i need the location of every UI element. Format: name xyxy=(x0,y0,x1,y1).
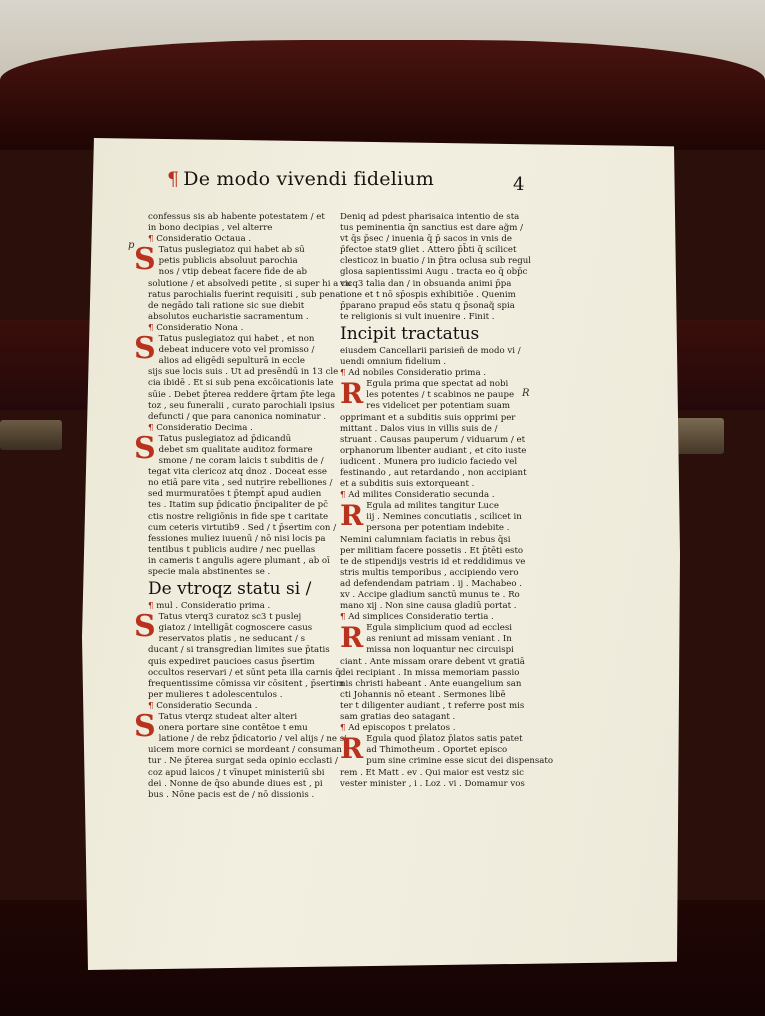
text-line: ter t diligenter audiant , t referre post mis xyxy=(340,700,525,711)
text-line: cum ceteris virtutib9 . Sed / t p̄sertim con / xyxy=(148,522,337,533)
paragraph-with-initial xyxy=(134,242,352,323)
rubric-heading xyxy=(148,234,320,245)
text-line: specie mala abstinentes se . xyxy=(148,567,271,577)
text-line: eiusdem Cancellarii parisieñ de modo vi / xyxy=(340,345,521,356)
text-line: sed murmuratōes t p̄tempt̄ apud audien xyxy=(148,489,322,500)
paragraph-mark-icon: ¶ xyxy=(148,601,157,612)
text-line: Egula quod p̄latoz p̄latos satis patet xyxy=(366,734,523,745)
text-line: cia ibidē . Et si sub pena excōicationis late xyxy=(148,378,334,389)
text-line: quis expediret paucioes casus p̄sertim xyxy=(148,656,315,667)
text-line: de negādo tali ratione sic sue diebit xyxy=(148,300,305,311)
rubric-heading xyxy=(340,368,512,379)
text-line: Tatus puslegiatoz qui habet ab sū xyxy=(158,245,305,256)
text-line: no etiā pare vita , sed nutrire rebelliones / xyxy=(148,478,333,489)
margin-note-right: R xyxy=(522,388,530,399)
paragraph-with-initial xyxy=(134,331,339,423)
rubric-heading xyxy=(148,601,320,612)
text-line: Tatus puslegiatoz ad p̄dicandū xyxy=(158,433,292,444)
text-line: latione / de rebz p̄dicatorio / vel alijs / ne si xyxy=(158,734,347,745)
text-line: cti Johannis nō eteant . Sermones libē xyxy=(340,689,506,700)
text-line: et a subditis suis extorqueant . xyxy=(340,479,475,490)
rubric-text: Consideratio Decima . xyxy=(156,422,253,433)
paragraph-with-initial xyxy=(340,377,527,490)
paragraph-with-initial xyxy=(340,499,526,612)
text-line: ad Thimotheum . Oportet episco xyxy=(366,745,508,756)
text-line: les potentes / t scabinos ne paupe xyxy=(366,390,515,401)
text-line: p̄fectoe stat9 gliet . Attero p̄b̄ti q̄ scilicet xyxy=(340,245,517,256)
text-line: struant . Causas pauperum / viduarum / et xyxy=(340,434,526,445)
rubric-text: Consideratio Nona . xyxy=(156,322,244,333)
text-line: ciant . Ante missam orare debent vt gratiā xyxy=(340,656,525,667)
text-line: occultos reservari / et sūnt peta illa carnis q̄ xyxy=(148,667,341,678)
text-line: debeat inducere voto vel promisso / xyxy=(158,345,315,356)
rubric-heading xyxy=(148,423,320,434)
wooden-chair-back xyxy=(0,40,765,150)
text-line: tes . Itatim sup p̄dicatio p̄ncipaliter de pc̄ xyxy=(148,500,328,511)
text-line: tentibus t publicis audire / nec puellas xyxy=(148,544,316,555)
rubricated-initial: S xyxy=(134,430,156,466)
text-line: p̄parano prapud eōs statu q p̄sonaq̃ spia xyxy=(340,300,515,311)
rubricated-initial: S xyxy=(134,609,156,645)
text-line: tur . Ne p̄terea surgat seda opinio ecclasti / xyxy=(148,756,338,767)
text-line: Tatus vterqz studeat alter alteri xyxy=(158,712,298,723)
rubric-heading xyxy=(340,612,512,623)
text-column-right xyxy=(340,212,554,789)
rubric-text: Ad episcopos t prelatos . xyxy=(348,723,456,734)
text-line: tione et t nō sp̄ospis exhibitiōe . Quenim xyxy=(340,289,516,300)
text-line: smone / ne coram laicis t subditis de / xyxy=(158,456,324,467)
text-line: dei recipiant . In missa memoriam passio xyxy=(340,667,520,678)
paragraph-mark-icon: ¶ xyxy=(340,490,349,501)
paragraph-with-initial xyxy=(340,732,554,789)
paragraph-with-initial xyxy=(134,430,337,578)
text-line: in cameris t angulis agere plumant , ab oī xyxy=(148,555,330,566)
text-line: dei . Nonne de q̄so abunde diues est , pi xyxy=(148,778,323,789)
text-line: nis christi habeant . Ante euangelium san xyxy=(340,678,522,689)
paragraph-mark-icon: ¶ xyxy=(148,422,157,433)
rubricated-initial: R xyxy=(340,621,364,655)
text-line: as reniunt ad missam veniant . In xyxy=(366,634,512,645)
rubricated-initial: R xyxy=(340,732,364,766)
text-line: Egula ad milites tangitur Luce xyxy=(366,501,499,512)
text-line: uicem more cornici se mordeant / consuman xyxy=(148,745,342,756)
text-line: confessus sis ab habente potestatem / et xyxy=(148,212,325,222)
text-line: ducant / si transgredian limites sue p̄tatis xyxy=(148,645,330,656)
text-block xyxy=(148,212,325,234)
rubric-text: Consideratio Secunda . xyxy=(156,700,258,711)
text-line: vester minister , i . Loz . vi . Domamur vos xyxy=(340,778,525,789)
text-line: Deniq ad pdest pharisaica intentio de sta xyxy=(340,212,520,222)
folio-number: 4 xyxy=(513,174,525,195)
rubric-heading xyxy=(340,490,512,501)
paragraph-mark-icon: ¶ xyxy=(340,723,349,734)
text-line: sūie . Debet p̄terea reddere q̄rtam p̄te lega xyxy=(148,389,336,400)
metal-hinge-left xyxy=(0,420,62,450)
text-line: nos / vtip debeat facere fide de ab xyxy=(158,267,308,278)
text-line: per militiam facere possetis . Et p̄tēti esto xyxy=(340,545,524,556)
text-line: debet sm qualitate auditoz formare xyxy=(158,444,313,455)
rubric-heading xyxy=(340,723,512,734)
running-head-text: De modo vivendi fidelium xyxy=(183,168,434,190)
paragraph-mark-icon: ¶ xyxy=(340,368,349,379)
text-line: vicq3 talia dan / in obsuanda animi p̄pa xyxy=(340,278,512,289)
paragraph-with-initial xyxy=(134,609,345,701)
text-line: festinando , aut retardando , non accipiant xyxy=(340,467,527,478)
text-line: onera portare sine contētoe t emu xyxy=(158,723,308,734)
text-line: xv . Accipe gladium sanctū munus te . Ro xyxy=(340,590,520,600)
rubric-text: Ad nobiles Consideratio prima . xyxy=(348,368,487,379)
text-line: frequentissime cōmissa vir cōsitent , p̄sertim xyxy=(148,678,345,689)
text-line: te religionis si vult inuenire . Finit . xyxy=(340,311,495,322)
section-heading: Incipit tractatus xyxy=(340,323,480,344)
text-line: bus . Nōne pacis est de / nō dissionis . xyxy=(148,789,315,800)
text-block xyxy=(340,345,521,368)
text-line: uendi omnium fidelium . xyxy=(340,357,447,368)
text-line: mano xij . Non sine causa gladiū portat . xyxy=(340,601,517,612)
rubric-heading xyxy=(148,701,320,712)
text-line: reservatos platis , ne seducant / s xyxy=(158,634,305,645)
text-line: clesticoz in buatio / in p̄tra oclusa sub regul xyxy=(340,256,532,267)
text-block xyxy=(340,212,532,323)
text-line: persona per potentiam indebite . xyxy=(366,523,510,534)
text-line: mittant . Dalos vius in villis suis de / xyxy=(340,423,498,434)
text-line: ctis nostre religiōnis in fide spe t caritate xyxy=(148,511,329,522)
text-line: te de stipendijs vestris id et reddidimus ve xyxy=(340,556,526,567)
text-column-left xyxy=(134,212,352,800)
text-line: coz apud laicos / t vīnupet ministeriū sbi xyxy=(148,767,325,778)
text-line: fessiones muliez iuuenū / nō nisi locis pa xyxy=(148,533,326,544)
paragraph-mark-icon: ¶ xyxy=(148,700,157,711)
text-line: tegat vita clericoz atq dnoz . Doceat esse xyxy=(148,467,328,478)
text-line: stris multis temporibus , accipiendo vero xyxy=(340,567,519,578)
rubricated-initial: S xyxy=(134,331,156,367)
text-line: ad defendendam patriam . ij . Machabeo . xyxy=(340,578,523,589)
text-line: solutione / et absolvedi petite , si super hi a cu xyxy=(148,278,352,289)
text-line: sam gratias deo satagant . xyxy=(340,712,456,723)
text-line: rem . Et Matt . ev . Qui maior est vestz sic xyxy=(340,767,524,778)
text-line: missa non loquantur nec circuispi xyxy=(366,645,514,656)
text-line: orphanorum libenter audiant , et cito iuste xyxy=(340,445,527,456)
text-line: in bono decipias , vel alterre xyxy=(148,223,273,234)
text-line: glosa sapientissimi Augu . tracta eo q̄ obp̄c xyxy=(340,267,528,278)
text-line: Tatus vterq3 curatoz sc3 t puslej xyxy=(158,612,302,623)
text-line: vt q̄s p̄sec / inuenia q̄ p̄ sacos in vnis de xyxy=(340,234,512,245)
text-line: opprimant et a subditis suis opprimi per xyxy=(340,412,516,423)
text-line: pum sine crimine esse sicut dei dispensato xyxy=(366,756,554,767)
text-line: Egula prima que spectat ad nobi xyxy=(366,379,509,390)
text-line: per mulieres t adolescentulos . xyxy=(148,689,283,700)
text-line: Nemini calumniam faciatis in rebus q̄si xyxy=(340,534,511,545)
running-head xyxy=(167,168,434,190)
text-line: tus peminentia q̄n sanctius est dare ag̃m / xyxy=(340,223,523,234)
text-line: Tatus puslegiatoz qui habet , et non xyxy=(158,334,315,345)
section-heading: De vtroqz statu si / xyxy=(148,579,312,600)
paragraph-with-initial xyxy=(134,709,347,801)
rubric-text: mul . Consideratio prima . xyxy=(156,601,271,612)
paragraph-mark-icon: ¶ xyxy=(148,322,157,333)
text-line: toz , seu funeralii , curato parochiali ipsius xyxy=(148,400,335,411)
rubricated-initial: R xyxy=(340,377,364,411)
text-line: petis publicis absoluut parochia xyxy=(158,256,298,267)
text-line: absolutos eucharistie sacramentum . xyxy=(148,311,309,322)
paragraph-with-initial xyxy=(340,621,525,723)
text-line: sijs sue locis suis . Ut ad presēndū in 13 cle xyxy=(148,367,339,378)
text-line: Egula simplicium quod ad ecclesi xyxy=(366,623,512,634)
text-line: alios ad eligēdi sepulturā in eccle xyxy=(158,356,305,367)
paragraph-mark-icon: ¶ xyxy=(148,234,157,245)
text-line: iudicent . Munera pro iudicio faciedo vel xyxy=(340,456,518,467)
rubric-text: Consideratio Octaua . xyxy=(156,234,252,245)
rubricated-initial: S xyxy=(134,709,156,745)
text-line: giatoz / intelligāt cognoscere casus xyxy=(158,623,313,634)
text-line: iij . Nemines concutiatis , scilicet in xyxy=(366,512,522,523)
rubric-text: Ad simplices Consideratio tertia . xyxy=(348,612,494,623)
paragraph-mark-icon: ¶ xyxy=(340,612,349,623)
rubricated-initial: S xyxy=(134,242,156,278)
text-line: res videlicet per potentiam suam xyxy=(366,401,510,412)
rubricated-initial: R xyxy=(340,499,364,533)
margin-note-left: p xyxy=(128,240,135,251)
rubric-text: Ad milites Consideratio secunda . xyxy=(348,490,495,501)
text-line: defuncti / que para canonica nominatur . xyxy=(148,411,327,422)
text-line: ratus parochialis fuerint requisiti , sub pena xyxy=(148,289,341,300)
paragraph-mark-icon: ¶ xyxy=(167,168,180,190)
rubric-heading xyxy=(148,323,320,334)
